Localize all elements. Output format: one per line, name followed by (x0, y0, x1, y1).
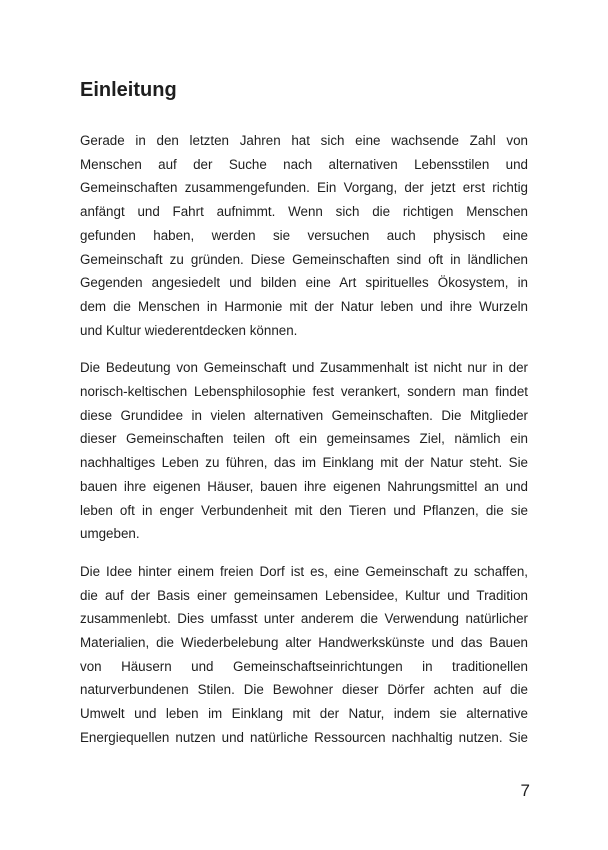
paragraph (80, 356, 528, 546)
text-line: gefunden haben, werden sie versuchen auch physisch eine (80, 227, 528, 243)
paragraph (80, 560, 528, 750)
text-line: Materialien, die Wiederbelebung alter Handwerkskünste und das Bauen (80, 635, 528, 651)
text-line: norisch-keltischen Lebensphilosophie fest verankert, sondern man findet (80, 384, 528, 400)
text-line: zusammenlebt. Dies umfasst unter anderem die Verwendung natürlicher (80, 611, 528, 627)
text-line: anfängt und Fahrt aufnimmt. Wenn sich die richtigen Menschen (80, 204, 528, 220)
text-line: bauen ihre eigenen Häuser, bauen ihre eigenen Nahrungsmittel an und (80, 478, 528, 494)
text-line: naturverbundenen Stilen. Die Bewohner dieser Dörfer achten auf die (80, 682, 528, 698)
text-line: die auf der Basis einer gemeinsamen Lebensidee, Kultur und Tradition (80, 587, 528, 603)
document-heading: Einleitung (80, 79, 177, 101)
text-line: Energiequellen nutzen und natürliche Ressourcen nachhaltig nutzen. Sie (80, 729, 528, 745)
text-line: dieser Gemeinschaften teilen oft ein gemeinsames Ziel, nämlich ein (80, 431, 528, 447)
page-number: 7 (520, 781, 530, 800)
text-line: Gemeinschaften zusammengefunden. Ein Vorgang, der jetzt erst richtig (80, 180, 528, 196)
text-line: und Kultur wiederentdecken können. (80, 322, 298, 338)
text-line: nachhaltiges Leben zu führen, das im Einklang mit der Natur steht. Sie (80, 455, 528, 471)
text-line: Die Idee hinter einem freien Dorf ist es, eine Gemeinschaft zu schaffen, (80, 563, 528, 579)
text-line: dem die Menschen in Harmonie mit der Natur leben und ihre Wurzeln (80, 298, 528, 314)
document-body (80, 129, 528, 750)
text-line: Menschen auf der Suche nach alternativen Lebensstilen und (80, 156, 528, 172)
text-line: Gemeinschaft zu gründen. Diese Gemeinschaften sind oft in ländlichen (80, 251, 528, 267)
text-line: Umwelt und leben im Einklang mit der Natur, indem sie alternative (80, 706, 528, 722)
paragraph (80, 129, 528, 342)
text-line: Die Bedeutung von Gemeinschaft und Zusammenhalt ist nicht nur in der (80, 360, 528, 376)
text-line: umgeben. (80, 526, 140, 542)
text-line: leben oft in enger Verbundenheit mit den Tieren und Pflanzen, die sie (80, 502, 528, 518)
text-line: diese Grundidee in vielen alternativen Gemeinschaften. Die Mitglieder (80, 407, 528, 423)
text-line: von Häusern und Gemeinschaftseinrichtungen in traditionellen (80, 658, 528, 674)
text-line: Gerade in den letzten Jahren hat sich eine wachsende Zahl von (80, 133, 528, 148)
text-line: Gegenden angesiedelt und bilden eine Art spirituelles Ökosystem, in (80, 275, 528, 291)
